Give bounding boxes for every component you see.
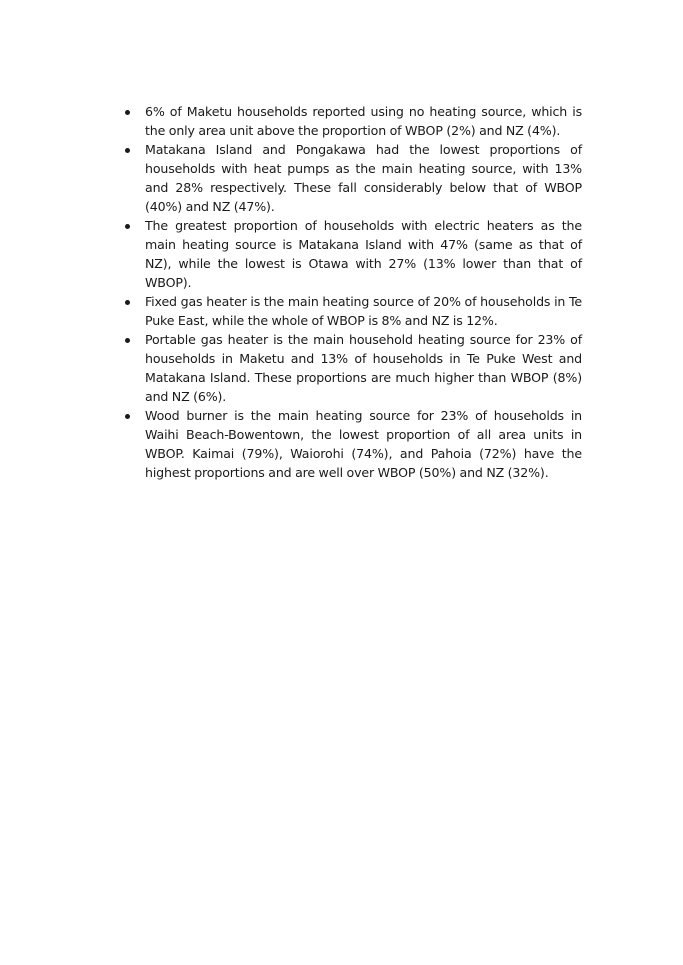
bullet-list	[120, 102, 582, 482]
bullet-item-no-heating	[120, 102, 582, 140]
bullet-item-heat-pumps	[120, 140, 582, 216]
bullet-text: Matakana Island and Pongakawa had the lowest proportions of households with heat pumps as the main heating source, with 13% and 28% respectively. These fall considerably below that of WBOP (40%) and NZ (47%).	[145, 142, 582, 214]
bullet-icon	[125, 148, 130, 153]
bullet-icon	[125, 338, 130, 343]
bullet-icon	[125, 414, 130, 419]
bullet-icon	[125, 300, 130, 305]
bullet-text: Wood burner is the main heating source for 23% of households in Waihi Beach-Bowentown, the lowest proportion of all area units in WBOP. Kaimai (79%), Waiorohi (74%), and Pahoia (72%) have the highest proportions and are well over WBOP (50%) and NZ (32%).	[145, 408, 582, 480]
bullet-text: Portable gas heater is the main household heating source for 23% of households in Maketu and 13% of households in Te Puke West and Matakana Island. These proportions are much higher than WBOP (8%) and NZ (6%).	[145, 332, 582, 404]
bullet-text: Fixed gas heater is the main heating source of 20% of households in Te Puke East, while the whole of WBOP is 8% and NZ is 12%.	[145, 294, 582, 328]
bullet-item-fixed-gas-heater	[120, 292, 582, 330]
bullet-text: The greatest proportion of households with electric heaters as the main heating source is Matakana Island with 47% (same as that of NZ), while the lowest is Otawa with 27% (13% lower than that of WBOP).	[145, 218, 582, 290]
bullet-icon	[125, 224, 130, 229]
bullet-icon	[125, 110, 130, 115]
bullet-item-wood-burner	[120, 406, 582, 482]
bullet-item-portable-gas-heater	[120, 330, 582, 406]
bullet-item-electric-heaters	[120, 216, 582, 292]
page-content	[120, 102, 582, 482]
bullet-text: 6% of Maketu households reported using no heating source, which is the only area unit above the proportion of WBOP (2%) and NZ (4%).	[145, 104, 582, 138]
